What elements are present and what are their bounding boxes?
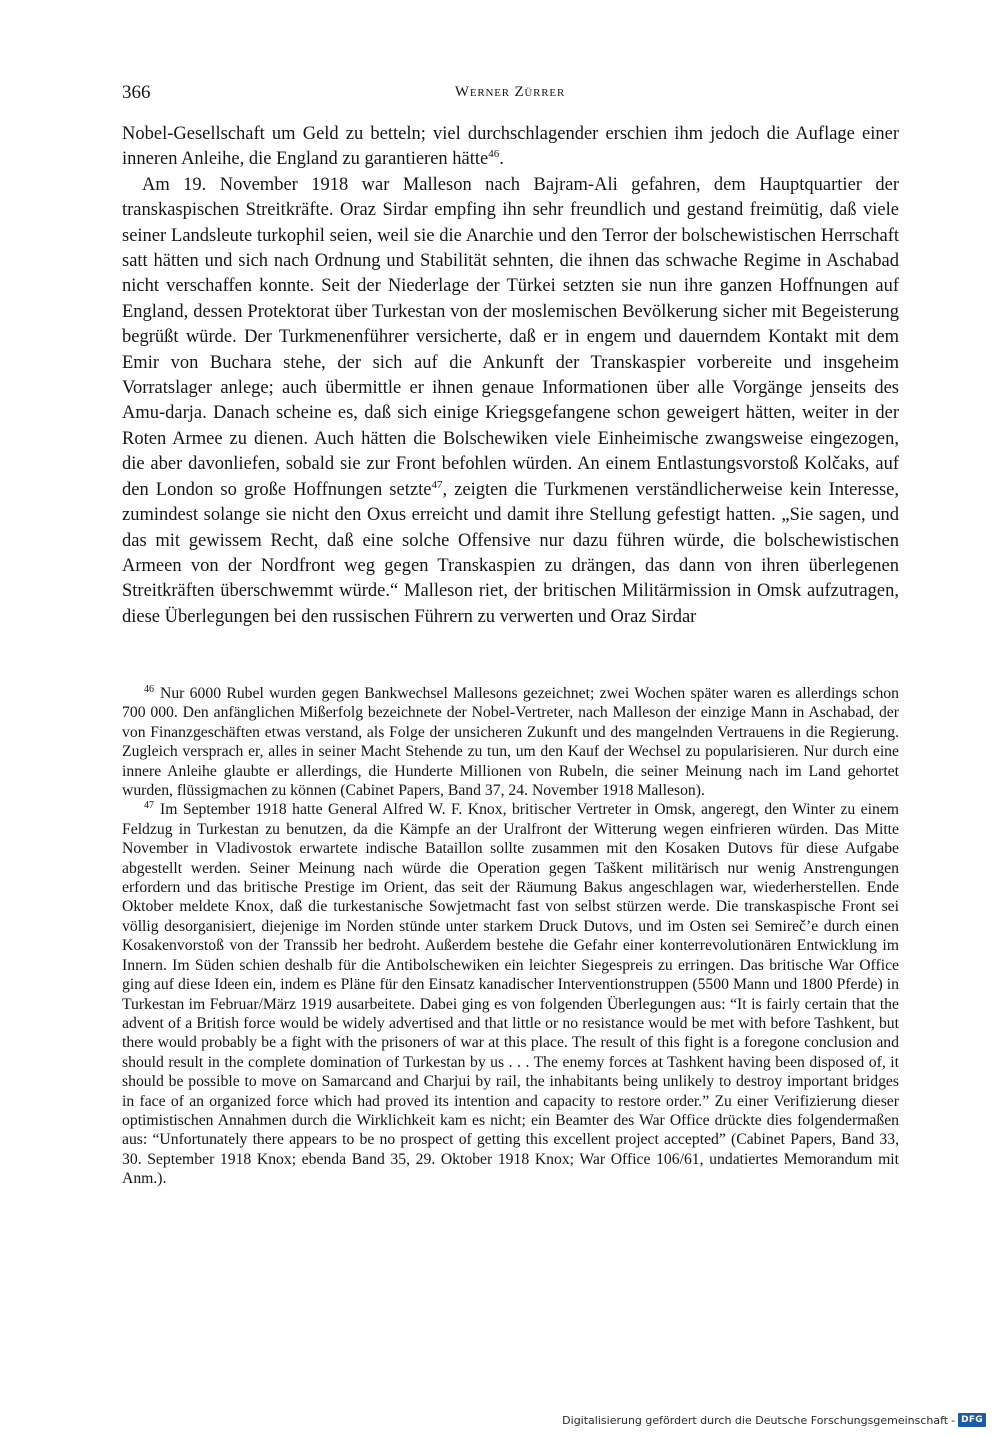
page-header [122, 82, 898, 108]
page-number: 366 [122, 82, 151, 103]
footnote-reference[interactable]: 46 [488, 148, 500, 161]
paragraph: Nobel-Gesellschaft um Geld zu betteln; viel durchschlagender erschien ihm jedoch die Auflage einer inneren Anleihe, die England zu garantieren hätte$^{46}$. [122, 124, 899, 170]
footnote: $^{47}$ Im September 1918 hatte General Alfred W. F. Knox, britischer Vertreter in Omsk, angeregt, den Winter zu einem Feldzug in Turkestan zu benutzen, da die Kämpfe an der Uralfront der Witterung wegen einfrieren würden. Das Mitte November in Vladivostok erwartete indische Bataillon sollte zusammen mit den Kosaken Dutovs für diese Aufgabe abgestellt werden. Seiner Meinung nach würde die Operation gegen Taškent militärisch nur wenig Anstrengungen erfordern und das britische Prestige im Orient, das seit der Räumung Bakus angeschlagen war, wiederherstellen. Ende Oktober meldete Knox, daß die turkestanische Sowjetmacht fast von selbst stürzen werde. Die transkaspische Front sei völlig desorganisiert, diejenige im Norden stünde unter starkem Druck Dutovs, und im Osten sei Semireč’e durch einen Kosakenvorstoß von der Transsib her bedroht. Außerdem bestehe die Gefahr einer konterrevolutionären Entwicklung im Innern. Im Süden schien deshalb für die Antibolschewiken ein leichter Siegespreis zu erringen. Das britische War Office ging auf diese Ideen ein, indem es Pläne für den Einsatz kanadischer Interventionstruppen (5500 Mann und 1800 Pferde) in Turkestan im Februar/März 1919 ausarbeitete. Dabei ging es von folgenden Überlegungen aus: “It is fairly certain that the advent of a British force would be widely advertised and that little or no resistance would be met with before Tashkent, but there would probably be a fight with the prisoners of war at this place. The result of this fight is a foregone conclusion and should result in the complete domination of Turkestan by us . . . The enemy forces at Tashkent having been disposed of, it should be possible to move on Samarcand and Charjui by rail, the inhabitants being unlikely to destroy important bridges in face of an organized force which had proved its intention and capacity to restore order.” Zu einer Verifizierung dieser optimistischen Annahmen durch die Wirklichkeit kam es nicht; ein Beamter des War Office drückte dies folgendermaßen aus: “Unfortunately there appears to be no prospect of getting this excellent project accepted” (Cabinet Papers, Band 33, 30. September 1918 Knox; ebenda Band 35, 29. Oktober 1918 Knox; War Office 106/61, undatiertes Memorandum mit Anm.). [122, 800, 899, 1188]
footnote-number: 47 [144, 800, 154, 812]
footnote: $^{46}$ Nur 6000 Rubel wurden gegen Bankwechsel Mallesons gezeichnet; zwei Wochen später waren es allerdings schon 700 000. Den anfänglichen Mißerfolg bezeichnete der Nobel-Vertreter, nach Malleson der einzige Mann in Aschabad, der von Finanzgeschäften etwas verstand, als Folge der unsicheren Zukunft und des mangelnden Vertrauens in die Regierung. Zugleich versprach er, alles in seiner Macht Stehende zu tun, um den Kauf der Wechsel zu popularisieren. Nur durch eine innere Anleihe glaubte er allerdings, die Hunderte Millionen von Rubeln, die seiner Meinung nach im Land gehortet wurden, flüssigmachen zu können (Cabinet Papers, Band 37, 24. November 1918 Malleson). [122, 683, 899, 800]
footnote-reference[interactable]: 47 [431, 478, 443, 491]
footer-separator: - [951, 1413, 956, 1427]
paragraph: Am 19. November 1918 war Malleson nach Bajram-Ali gefahren, dem Hauptquartier der transkaspischen Streitkräfte. Oraz Sirdar empfing ihn sehr freundlich und gestand freimütig, daß viele seiner Landsleute turkophil seien, weil sie die Anarchie und den Terror der bolschewistischen Herrschaft satt hätten und sich nach Ordnung und Stabilität sehnten, die ihnen das schwache Regime in Aschabad nicht verschaffen konnte. Seit der Niederlage der Türkei setzten sie nun ihre ganzen Hoffnungen auf England, dessen Protektorat über Turkestan von der moslemischen Bevölkerung sicher mit Begeisterung begrüßt würde. Der Turkmenenführer versicherte, daß er in engem und dauerndem Kontakt mit dem Emir von Buchara stehe, der sich auf die Ankunft der Transkaspier vorbereite und insgeheim Vorratslager anlege; auch übermittle er ihnen genaue Informationen über alle Vorgänge jenseits des Amu-darja. Danach scheine es, daß sich einige Kriegsgefangene schon geweigert hätten, weiter in der Roten Armee zu dienen. Auch hätten die Bolschewiken viele Einheimische zwangsweise eingezogen, die aber davonliefen, sobald sie zur Front befohlen würden. An einem Entlastungsvorstoß Kolčaks, auf den London so große Hoffnungen setzte$^{47}$, zeigten die Turkmenen verständlicherweise kein Interesse, zumindest solange sie nicht den Oxus erreicht und damit ihre Stellung gefestigt hatten. „Sie sagen, und das mit gewissem Recht, daß eine solche Offensive nur dazu führen würde, die bolschewistischen Armeen von der Nordfront weg gegen Transkaspien zu drängen, das dann von ihren überlegenen Streitkräften überschwemmt würde.“ Malleson riet, der britischen Militärmission in Omsk aufzutragen, diese Überlegungen bei den russischen Führern zu verwerten und Oraz Sirdar [122, 174, 899, 627]
dfg-logo: DFG [958, 1413, 986, 1427]
main-text [122, 122, 899, 630]
running-head: Werner Zürrer [454, 84, 566, 100]
footer [562, 1410, 986, 1430]
footer-credit: Digitalisierung gefördert durch die Deutsche Forschungsgemeinschaft [562, 1413, 949, 1427]
footnote-number: 46 [144, 683, 154, 695]
footnotes [122, 684, 899, 1189]
